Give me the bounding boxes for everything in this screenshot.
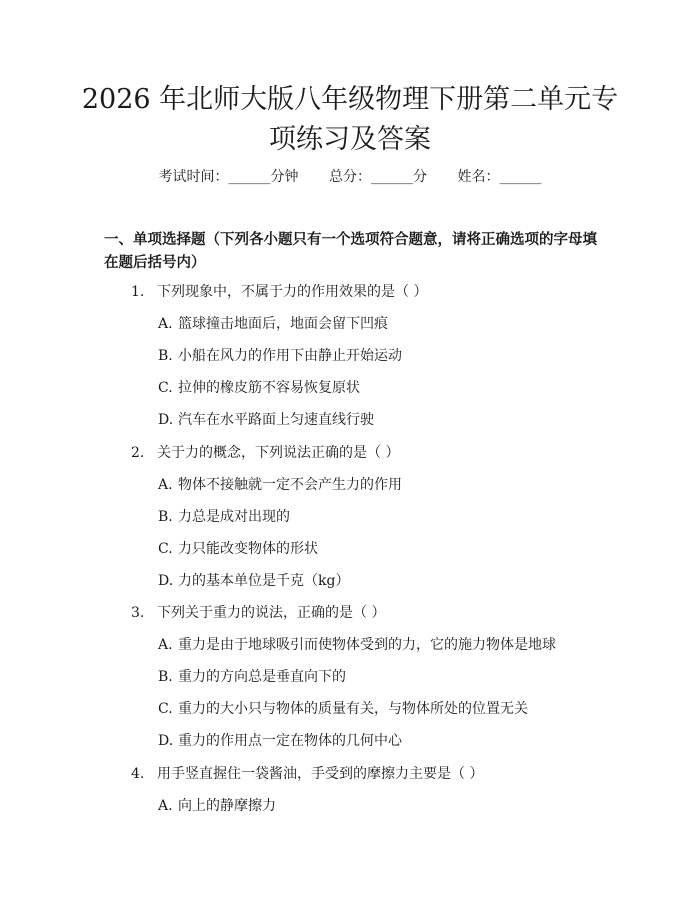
question-3	[131, 603, 385, 623]
exam-score: 总分：______分	[329, 169, 427, 185]
option-text: 汽车在水平路面上匀速直线行驶	[178, 412, 374, 428]
option-letter: B.	[158, 509, 173, 525]
question-number: 1.	[131, 284, 145, 300]
document-title	[60, 80, 640, 160]
option-3a	[158, 635, 556, 655]
option-letter: D.	[158, 573, 174, 589]
question-4	[131, 764, 483, 784]
question-2	[131, 443, 399, 463]
option-letter: C.	[158, 541, 173, 557]
option-2a	[158, 475, 402, 495]
title-line-2: 项练习及答案	[269, 124, 431, 155]
option-letter: B.	[158, 669, 173, 685]
question-text: 关于力的概念，下列说法正确的是（ ）	[157, 445, 400, 461]
question-number: 3.	[131, 605, 145, 621]
option-3b	[158, 667, 346, 687]
question-1	[131, 282, 427, 302]
option-letter: C.	[158, 380, 173, 396]
option-4a	[158, 796, 276, 816]
option-3d	[158, 731, 402, 751]
question-number: 4.	[131, 766, 145, 782]
option-text: 向上的静摩擦力	[178, 798, 276, 814]
option-text: 力只能改变物体的形状	[178, 541, 318, 557]
option-3c	[158, 699, 528, 719]
option-letter: D.	[158, 733, 174, 749]
question-text: 下列关于重力的说法，正确的是（ ）	[157, 605, 386, 621]
exam-time: 考试时间：______分钟	[158, 169, 299, 185]
option-text: 物体不接触就一定不会产生力的作用	[178, 477, 402, 493]
option-2d	[158, 571, 349, 591]
option-letter: A.	[158, 316, 173, 332]
option-2c	[158, 539, 318, 559]
question-number: 2.	[131, 445, 145, 461]
student-name: 姓名：______	[457, 169, 542, 185]
option-text: 拉伸的橡皮筋不容易恢复原状	[178, 380, 360, 396]
option-letter: B.	[158, 348, 173, 364]
section-heading: 一、单项选择题（下列各小题只有一个选项符合题意，请将正确选项的字母填在题后括号内）	[104, 232, 597, 271]
option-text: 重力是由于地球吸引而使物体受到的力，它的施力物体是地球	[178, 637, 556, 653]
option-1d	[158, 410, 374, 430]
option-letter: A.	[158, 798, 173, 814]
option-1a	[158, 314, 388, 334]
option-text: 重力的方向总是垂直向下的	[178, 669, 346, 685]
question-text: 用手竖直握住一袋酱油，手受到的摩擦力主要是（ ）	[157, 766, 484, 782]
option-letter: A.	[158, 477, 173, 493]
option-letter: A.	[158, 637, 173, 653]
exam-meta	[0, 167, 700, 187]
title-line-1: 2026 年北师大版八年级物理下册第二单元专	[81, 84, 619, 115]
option-2b	[158, 507, 290, 527]
question-text: 下列现象中，不属于力的作用效果的是（ ）	[157, 284, 428, 300]
option-1c	[158, 378, 360, 398]
option-text: 小船在风力的作用下由静止开始运动	[178, 348, 402, 364]
option-text: 重力的作用点一定在物体的几何中心	[178, 733, 402, 749]
option-text: 篮球撞击地面后，地面会留下凹痕	[178, 316, 388, 332]
option-text: 力总是成对出现的	[178, 509, 290, 525]
option-letter: C.	[158, 701, 173, 717]
option-text: 重力的大小只与物体的质量有关，与物体所处的位置无关	[178, 701, 528, 717]
option-letter: D.	[158, 412, 174, 428]
option-1b	[158, 346, 402, 366]
option-text: 力的基本单位是千克（kg）	[178, 573, 350, 589]
